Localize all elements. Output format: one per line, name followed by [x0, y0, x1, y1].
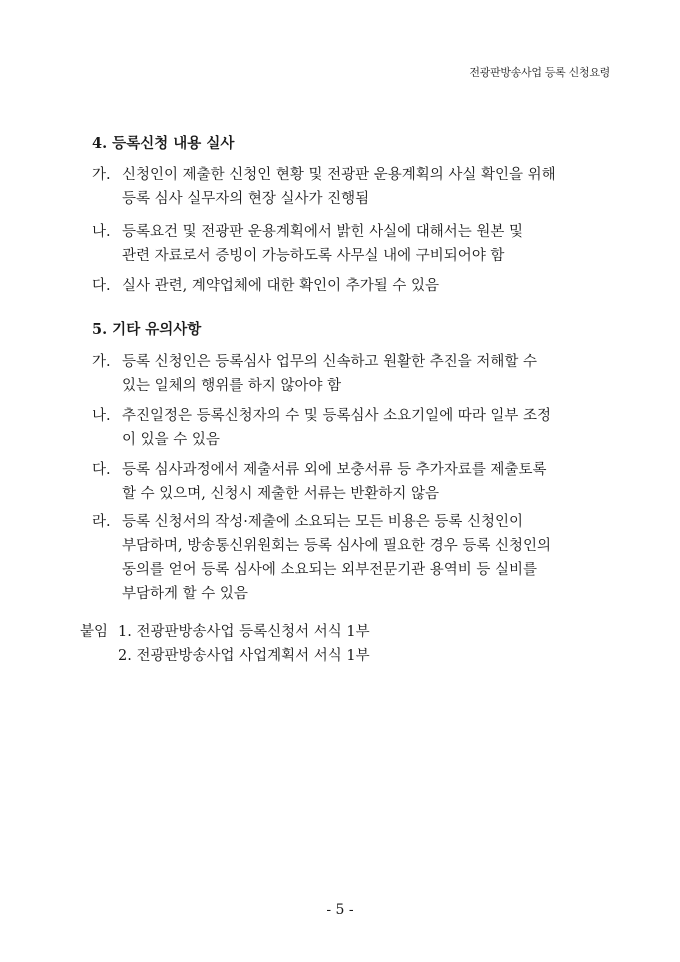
list-item	[92, 350, 612, 398]
item-line: 부담하며, 방송통신위원회는 등록 심사에 필요한 경우 등록 신청인의	[122, 538, 552, 554]
item-line: 할 수 있으며, 신청시 제출한 서류는 반환하지 않음	[122, 486, 440, 502]
item-marker: 다.	[92, 462, 111, 478]
page-number: - 5 -	[326, 902, 354, 918]
item-line: 있는 일체의 행위를 하지 않아야 함	[122, 378, 342, 394]
item-marker: 가.	[92, 167, 111, 183]
item-marker: 가.	[92, 354, 111, 370]
item-line: 등록 심사과정에서 제출서류 외에 보충서류 등 추가자료를 제출토록	[122, 462, 547, 478]
item-line: 등록 신청서의 작성·제출에 소요되는 모든 비용은 등록 신청인이	[122, 514, 524, 530]
item-line: 등록요건 및 전광판 운용계획에서 밝힌 사실에 대해서는 원본 및	[122, 224, 524, 240]
attachment-item: 1. 전광판방송사업 등록신청서 서식 1부	[118, 624, 370, 640]
attachments	[80, 620, 370, 668]
item-line: 등록 신청인은 등록심사 업무의 신속하고 원활한 추진을 저해할 수	[122, 354, 538, 370]
item-marker: 다.	[92, 278, 111, 294]
section-title: 4. 등록신청 내용 실사	[92, 135, 235, 152]
running-header: 전광판방송사업 등록 신청요령	[469, 66, 610, 79]
item-line: 신청인이 제출한 신청인 현황 및 전광판 운용계획의 사실 확인을 위해	[122, 167, 556, 183]
item-line: 이 있을 수 있음	[122, 432, 220, 448]
item-line: 추진일정은 등록신청자의 수 및 등록심사 소요기일에 따라 일부 조정	[122, 408, 552, 424]
list-item	[92, 510, 612, 606]
item-marker: 라.	[92, 514, 111, 530]
list-item	[92, 220, 612, 268]
item-marker: 나.	[92, 224, 111, 240]
item-line: 동의를 얻어 등록 심사에 소요되는 외부전문기관 용역비 등 실비를	[122, 562, 538, 578]
item-line: 관련 자료로서 증빙이 가능하도록 사무실 내에 구비되어야 함	[122, 248, 505, 264]
list-item	[92, 274, 612, 298]
attachment-item: 2. 전광판방송사업 사업계획서 서식 1부	[118, 648, 370, 664]
item-line: 부담하게 할 수 있음	[122, 586, 248, 602]
item-line: 등록 심사 실무자의 현장 실사가 진행됨	[122, 191, 370, 207]
attachments-label: 붙임	[80, 624, 109, 640]
list-item	[92, 404, 612, 452]
list-item	[92, 163, 612, 211]
list-item	[92, 458, 612, 506]
item-marker: 나.	[92, 408, 111, 424]
section-4-heading	[92, 132, 612, 153]
section-title: 5. 기타 유의사항	[92, 321, 202, 338]
item-line: 실사 관련, 계약업체에 대한 확인이 추가될 수 있음	[122, 278, 440, 294]
section-5-heading	[92, 318, 612, 339]
